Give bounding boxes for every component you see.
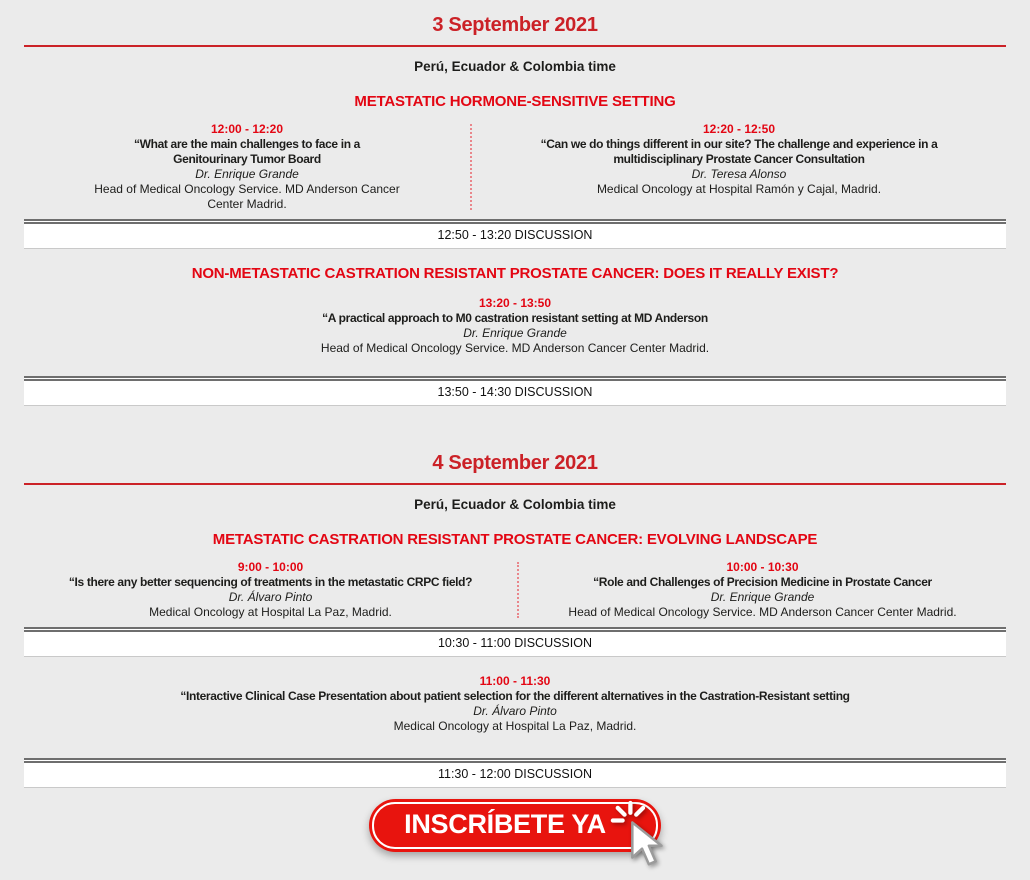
day-1-date-rule	[24, 45, 1006, 47]
session-title: “Is there any better sequencing of treatments in the metastatic CRPC field?	[68, 575, 473, 589]
session-card	[0, 674, 1030, 734]
session-affiliation: Head of Medical Oncology Service. MD Anderson Cancer Center Madrid.	[94, 182, 400, 211]
session-affiliation: Medical Oncology at Hospital Ramón y Cajal, Madrid.	[596, 182, 882, 196]
day-1-session-row	[0, 122, 1030, 212]
inscribete-ya-label: INSCRÍBETE YA	[404, 809, 606, 839]
session-time: 12:20 - 12:50	[702, 122, 776, 136]
session-card	[472, 122, 1006, 197]
session-affiliation: Medical Oncology at Hospital La Paz, Madrid.	[149, 605, 392, 619]
session-affiliation: Head of Medical Oncology Service. MD Anderson Cancer Center Madrid.	[568, 605, 957, 619]
session-affiliation: Medical Oncology at Hospital La Paz, Madrid.	[393, 719, 637, 733]
session-title: “Can we do things different in our site? The challenge and experience in a multidisciplinary Prostate Cancer Consultation	[540, 137, 938, 166]
day-1-date-heading: 3 September 2021	[432, 14, 598, 36]
session-affiliation: Head of Medical Oncology Service. MD Anderson Cancer Center Madrid.	[320, 341, 710, 355]
session-time: 13:20 - 13:50	[478, 296, 552, 310]
discussion-bar: 11:30 - 12:00 DISCUSSION	[24, 758, 1006, 788]
session-title: “Interactive Clinical Case Presentation about patient selection for the different alternatives in the Castration-Resistant setting	[180, 689, 850, 703]
session-card	[24, 560, 517, 620]
day-1-section	[0, 15, 1030, 406]
discussion-bar: 10:30 - 11:00 DISCUSSION	[24, 627, 1006, 657]
session-speaker: Dr. Teresa Alonso	[691, 167, 787, 181]
session-card	[519, 560, 1006, 620]
day-2-date-rule	[24, 483, 1006, 485]
discussion-bar: 13:50 - 14:30 DISCUSSION	[24, 376, 1006, 406]
session-title: “What are the main challenges to face in a Genitourinary Tumor Board	[133, 137, 361, 166]
discussion-bar: 12:50 - 13:20 DISCUSSION	[24, 219, 1006, 249]
session-speaker: Dr. Enrique Grande	[710, 590, 815, 604]
inscribete-ya-button[interactable]	[369, 799, 661, 852]
session-time: 10:00 - 10:30	[726, 560, 799, 574]
session-speaker: Dr. Enrique Grande	[195, 167, 299, 181]
day-1-topic-heading-1: METASTATIC HORMONE-SENSITIVE SETTING	[354, 93, 676, 110]
day-2-topic-heading-1: METASTATIC CASTRATION RESISTANT PROSTATE CANCER: EVOLVING LANDSCAPE	[212, 531, 818, 548]
session-card	[24, 122, 470, 212]
session-card	[0, 296, 1030, 356]
session-title: “A practical approach to M0 castration resistant setting at MD Anderson	[322, 311, 708, 325]
session-speaker: Dr. Álvaro Pinto	[228, 590, 313, 604]
day-2-timezone-note: Perú, Ecuador & Colombia time	[414, 497, 616, 512]
session-title: “Role and Challenges of Precision Medicine in Prostate Cancer	[593, 575, 932, 589]
day-2-session-row	[0, 560, 1030, 620]
day-1-timezone-note: Perú, Ecuador & Colombia time	[414, 59, 616, 74]
day-1-topic-heading-2: NON-METASTATIC CASTRATION RESISTANT PROSTATE CANCER: DOES IT REALLY EXIST?	[191, 265, 839, 282]
session-speaker: Dr. Álvaro Pinto	[473, 704, 557, 718]
click-cursor-icon	[609, 801, 679, 875]
session-time: 9:00 - 10:00	[237, 560, 304, 574]
session-time: 12:00 - 12:20	[210, 122, 284, 136]
session-speaker: Dr. Enrique Grande	[463, 326, 567, 340]
cta-area	[0, 799, 1030, 852]
day-2-section	[0, 453, 1030, 788]
session-time: 11:00 - 11:30	[479, 674, 551, 688]
day-2-date-heading: 4 September 2021	[432, 452, 598, 474]
